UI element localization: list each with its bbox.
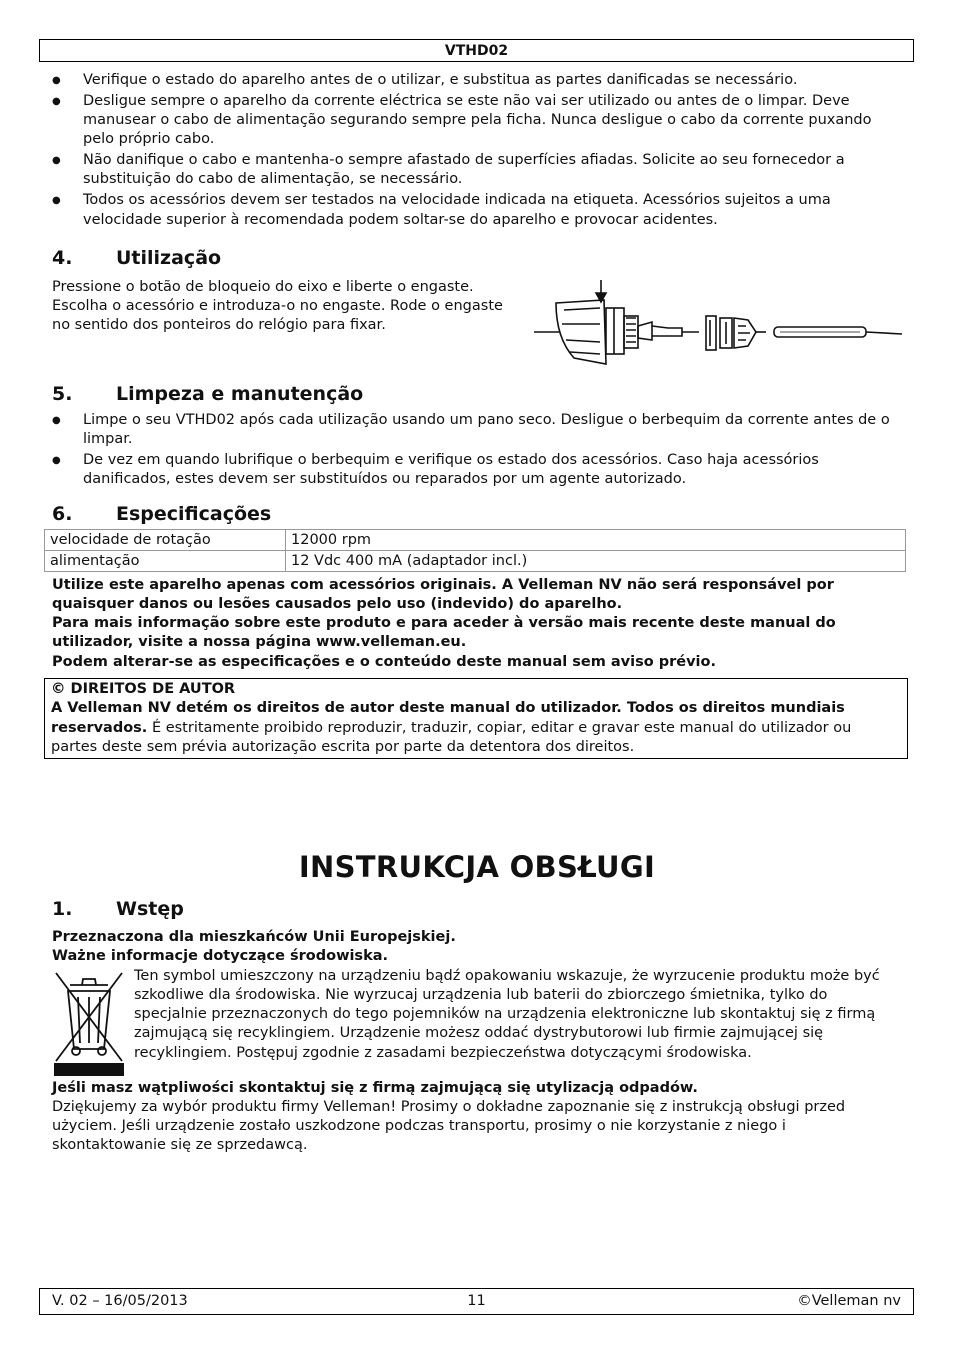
notices	[52, 576, 904, 672]
page-content	[52, 71, 904, 759]
footer-version: V. 02 – 16/05/2013	[52, 1293, 188, 1309]
thanks-text: Dziękujemy za wybór produktu firmy Velleman! Prosimy o dokładne zapoznanie się z instrukcją obsługi przed użyciem. Jeśli urządzenie zostało uszkodzone podczas transportu, prosimy o nie korzystanie z niego i skontaktowanie się ze sprzedawcą.	[52, 1098, 846, 1154]
list-item: ● De vez em quando lubrifique o berbequim e verifique os estado dos acessórios. Caso haja acessórios danificados, estes devem ser substituídos ou reparados por um agente autorizado.	[52, 451, 904, 490]
copyright-box	[44, 678, 908, 759]
weee-block	[52, 967, 904, 1079]
env-line: Ważne informacje dotyczące środowiska.	[52, 948, 388, 965]
list-item: ● Verifique o estado do aparelho antes de o utilizar, e substitua as partes danificadas se necessário.	[52, 71, 904, 90]
usage-text: Pressione o botão de bloqueio do eixo e liberte o engaste. Escolha o acessório e introduza-o no engaste. Rode o engaste no sentido dos ponteiros do relógio para fixar.	[52, 278, 503, 334]
eu-line: Przeznaczona dla mieszkańców Unii Europejskiej.	[52, 929, 456, 945]
spec-value: 12000 rpm	[286, 529, 906, 550]
model-title: VTHD02	[444, 43, 509, 59]
doubt-line: Jeśli masz wątpliwości skontaktuj się z firmą zajmującą się utylizacją odpadów.	[52, 1079, 698, 1096]
page-number: 11	[467, 1293, 486, 1309]
table-row	[45, 550, 906, 571]
section-heading-cleaning: 5. Limpeza e manutenção	[52, 382, 364, 405]
copyright-text: A Velleman NV detém os direitos de autor deste manual do utilizador. Todos os direitos mundiais reservados. É estritamente proibido reproduzir, traduzir, copiar, editar e gravar este manual do utilizador ou partes deste sem prévia autorização escrita por parte da detentora dos direitos.	[51, 700, 852, 755]
table-row	[45, 529, 906, 550]
notice-accessories: Utilize este aparelho apenas com acessórios originais. A Velleman NV não será responsável por quaisquer danos ou lesões causados pelo uso (indevido) do aparelho.	[52, 576, 834, 612]
section-heading-intro: 1. Wstęp	[52, 898, 184, 920]
drill-accessory-illustration	[534, 278, 904, 368]
section-heading-usage: 4. Utilização	[52, 246, 222, 269]
cleaning-list	[52, 411, 904, 490]
list-item: ● Limpe o seu VTHD02 após cada utilização usando um pano seco. Desligue o berbequim da corrente antes de o limpar.	[52, 411, 904, 450]
list-item: ● Todos os acessórios devem ser testados na velocidade indicada na etiqueta. Acessórios sujeitos a uma velocidade superior à recomendada podem soltar-se do aparelho e provocar acidentes.	[52, 191, 904, 230]
list-item: ● Desligue sempre o aparelho da corrente eléctrica se este não vai ser utilizado ou antes de o limpar. Deve manusear o cabo de alimentação segurando sempre pela ficha. Nunca desligue o cabo da corrente puxando pelo próprio cabo.	[52, 92, 904, 150]
notice-website: Para mais informação sobre este produto e para aceder à versão mais recente deste manual do utilizador, visite a nossa página www.velleman.eu.	[52, 615, 836, 651]
polish-content	[52, 897, 904, 1156]
spec-key: alimentação	[45, 550, 286, 571]
footer-copyright: ©Velleman nv	[797, 1293, 901, 1309]
spec-value: 12 Vdc 400 mA (adaptador incl.)	[286, 550, 906, 571]
list-item: ● Não danifique o cabo e mantenha-o sempre afastado de superfícies afiadas. Solicite ao seu fornecedor a substituição do cabo de alimentação, se necessário.	[52, 151, 904, 190]
section-heading-specs: 6. Especificações	[52, 502, 272, 525]
polish-title: INSTRUKCJA OBSŁUGI	[298, 850, 656, 884]
spec-key: velocidade de rotação	[45, 529, 286, 550]
specs-table	[44, 529, 906, 572]
safety-list	[52, 71, 904, 230]
page-footer	[39, 1288, 914, 1315]
copyright-title: © DIREITOS DE AUTOR	[51, 681, 236, 698]
page-header	[39, 39, 914, 62]
weee-bin-icon	[50, 967, 128, 1079]
weee-text: Ten symbol umieszczony na urządzeniu bądź opakowaniu wskazuje, że wyrzucenie produktu może być szkodliwe dla środowiska. Nie wyrzucaj urządzenia lub baterii do zbiorczego śmietnika, tylko do specjalnie przeznaczonych do tego pojemników na urządzenia elektroniczne lub skontaktuj się z firmą zajmującą się recyklingiem. Urządzenie możesz oddać dystrybutorowi lub firmie zajmującej się recyklingiem. Postępuj zgodnie z zasadami bezpieczeństwa dotyczącymi środowiska.	[134, 967, 880, 1061]
notice-changes: Podem alterar-se as especificações e o conteúdo deste manual sem aviso prévio.	[52, 653, 716, 670]
usage-block	[52, 278, 904, 368]
